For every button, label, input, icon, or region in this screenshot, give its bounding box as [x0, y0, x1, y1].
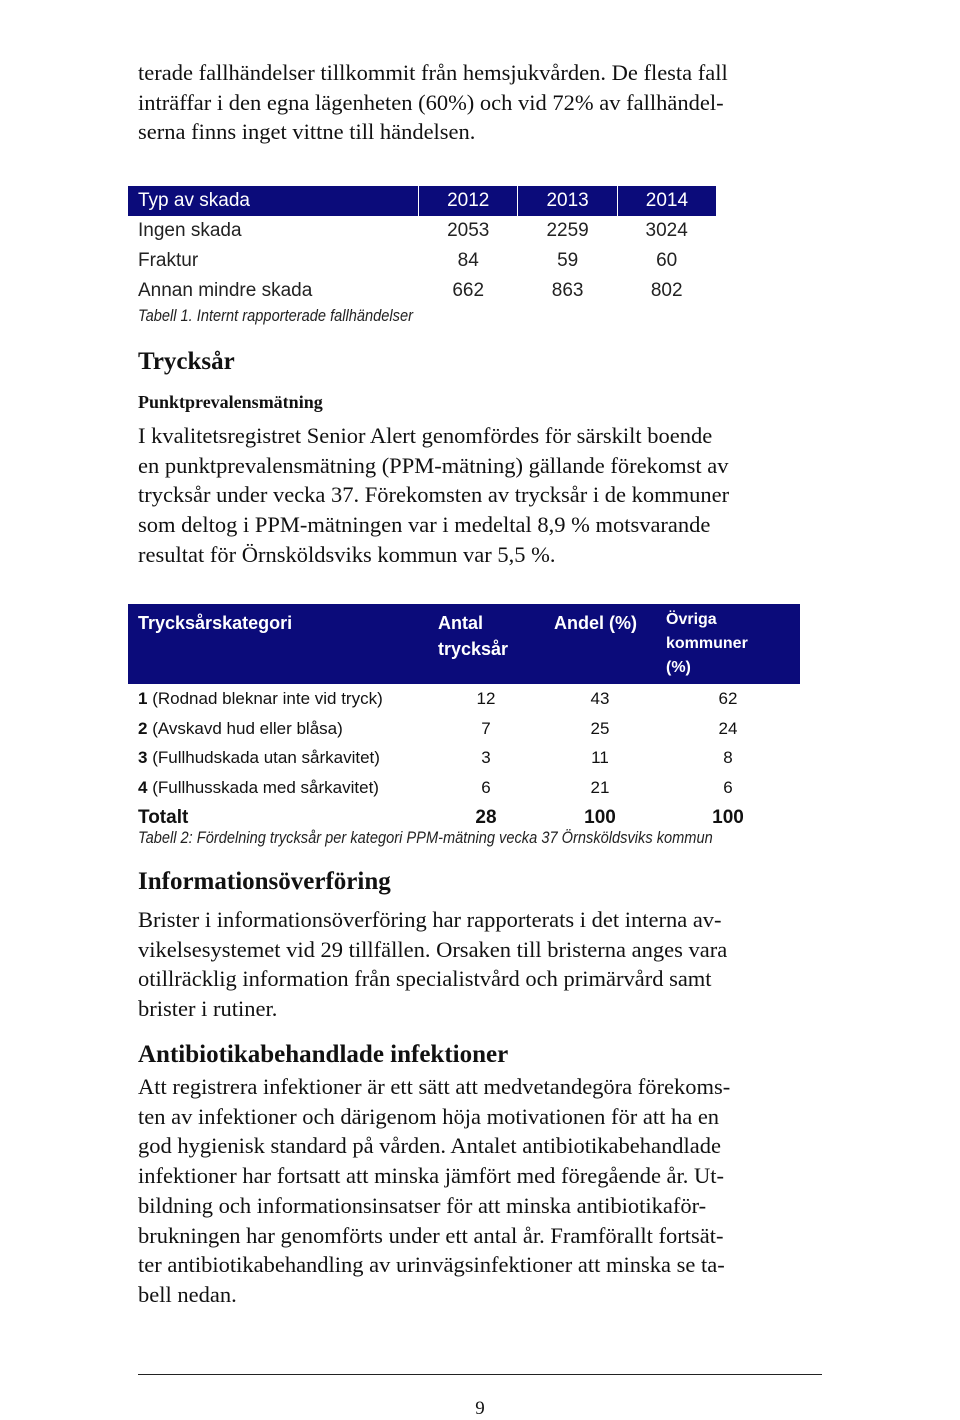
table-row: [128, 744, 800, 774]
info-line: Brister i informationsöverföring har rapporterats i det interna av-: [138, 907, 722, 932]
page-number: 9: [475, 1398, 485, 1419]
table-row: [128, 276, 716, 306]
col-header-type: Typ av skada: [128, 186, 419, 216]
info-line: otillräcklig information från specialistvård och primärvård samt: [138, 966, 712, 992]
cell-label: Ingen skada: [138, 220, 242, 241]
anti-line: bell nedan.: [138, 1281, 237, 1307]
cell-value: 2259: [546, 220, 589, 241]
col-header-2012: 2012: [419, 186, 518, 216]
cell-value: 59: [557, 250, 579, 271]
injury-type-table: [128, 186, 716, 306]
col-header-andel: Andel (%): [544, 604, 656, 684]
info-line: vikelsesystemet vid 29 tillfällen. Orsaken till bristerna anges vara: [138, 936, 728, 962]
col-header-kategori: Trycksårskategori: [128, 604, 428, 684]
cell-ovriga: 62: [718, 688, 738, 708]
cell-ovriga: 6: [723, 778, 733, 798]
cell-label: Annan mindre skada: [138, 280, 313, 301]
anti-line: god hygienisk standard på vården. Antalet antibiotikabehandlade: [138, 1133, 721, 1159]
section-heading-tryck: Trycksår: [138, 348, 235, 375]
table2-caption: Tabell 2: Fördelning trycksår per kategori PPM-mätning vecka 37 Örnsköldsviks kommun: [138, 828, 713, 847]
cell-value: 60: [656, 250, 678, 271]
anti-line: brukningen har genomförts under ett antal år. Framförallt fortsät-: [138, 1222, 724, 1248]
table-header-row: [128, 186, 716, 216]
cell-value: 662: [452, 280, 485, 301]
tryck-line: I kvalitetsregistret Senior Alert genomfördes för särskilt boende: [138, 423, 713, 448]
intro-paragraph: [138, 58, 828, 147]
tryck-line: en punktprevalensmätning (PPM-mätning) gällande förekomst av: [138, 452, 729, 478]
footer-divider: [138, 1374, 822, 1375]
table-row: [128, 246, 716, 276]
col-header-2014: 2014: [617, 186, 716, 216]
col-header-ovriga: Övriga kommuner (%): [656, 604, 800, 684]
anti-line: Att registrera infektioner är ett sätt att medvetandegöra förekoms-: [138, 1074, 731, 1099]
cell-antal: 12: [476, 688, 496, 708]
anti-line: ten av infektioner och därigenom höja motivationen för att ha en: [138, 1103, 720, 1129]
cell-ovriga: 24: [718, 718, 738, 738]
cell-ovriga: 8: [723, 748, 733, 768]
cell-value: 802: [650, 280, 683, 301]
cell-category: 2 (Avskavd hud eller blåsa): [138, 718, 343, 738]
cell-label: Fraktur: [138, 250, 199, 271]
tryck-line: trycksår under vecka 37. Förekomsten av trycksår i de kommuner: [138, 482, 730, 508]
cell-andel: 11: [591, 748, 609, 768]
cell-value: 863: [551, 280, 584, 301]
info-paragraph: [138, 905, 828, 1024]
intro-line: terade fallhändelser tillkommit från hemsjukvården. De flesta fall: [138, 60, 728, 85]
cell-andel: 43: [590, 688, 610, 708]
tryck-line: som deltog i PPM-mätningen var i medeltal 8,9 % motsvarande: [138, 512, 711, 538]
table1-caption: Tabell 1. Internt rapporterade fallhändelser: [138, 306, 413, 325]
cell-total-andel: 100: [584, 807, 616, 829]
anti-line: ter antibiotikabehandling av urinvägsinfektioner att minska se ta-: [138, 1252, 725, 1278]
table-header-row: [128, 604, 800, 684]
table-row: [128, 773, 800, 803]
cell-antal: 6: [481, 778, 491, 798]
info-line: brister i rutiner.: [138, 996, 278, 1022]
tryck-paragraph: [138, 421, 828, 570]
cell-category: 1 (Rodnad bleknar inte vid tryck): [138, 688, 383, 708]
section-heading-info: Informationsöverföring: [138, 868, 391, 895]
section-heading-anti: Antibiotikabehandlade infektioner: [138, 1041, 509, 1068]
cell-andel: 25: [590, 718, 610, 738]
col-header-antal: Antal trycksår: [428, 604, 544, 684]
cell-value: 3024: [645, 220, 688, 241]
cell-category: 4 (Fullhusskada med sårkavitet): [138, 778, 379, 798]
table-row: [128, 216, 716, 246]
cell-value: 2053: [447, 220, 490, 241]
col-header-2013: 2013: [518, 186, 617, 216]
anti-line: bildning och informationsinsatser för att minska antibiotikaför-: [138, 1192, 707, 1218]
cell-value: 84: [457, 250, 479, 271]
subheading-punkt: Punktprevalensmätning: [138, 392, 323, 412]
cell-antal: 7: [481, 718, 491, 738]
intro-line: inträffar i den egna lägenheten (60%) och vid 72% av fallhändel-: [138, 89, 724, 115]
cell-total-antal: 28: [475, 807, 497, 829]
pressure-ulcer-table: [128, 604, 800, 833]
cell-andel: 21: [590, 778, 610, 798]
anti-paragraph: [138, 1072, 828, 1310]
cell-antal: 3: [481, 748, 491, 768]
tryck-line: resultat för Örnsköldsviks kommun var 5,5 %.: [138, 541, 556, 567]
anti-line: infektioner har fortsatt att minska jämfört med föregående år. Ut-: [138, 1163, 725, 1189]
intro-line: serna finns inget vittne till händelsen.: [138, 119, 476, 145]
cell-total-label: Totalt: [138, 807, 189, 829]
table-row: [128, 684, 800, 714]
cell-total-ovriga: 100: [712, 807, 744, 829]
cell-category: 3 (Fullhudskada utan sårkavitet): [138, 748, 380, 768]
table-row: [128, 714, 800, 744]
